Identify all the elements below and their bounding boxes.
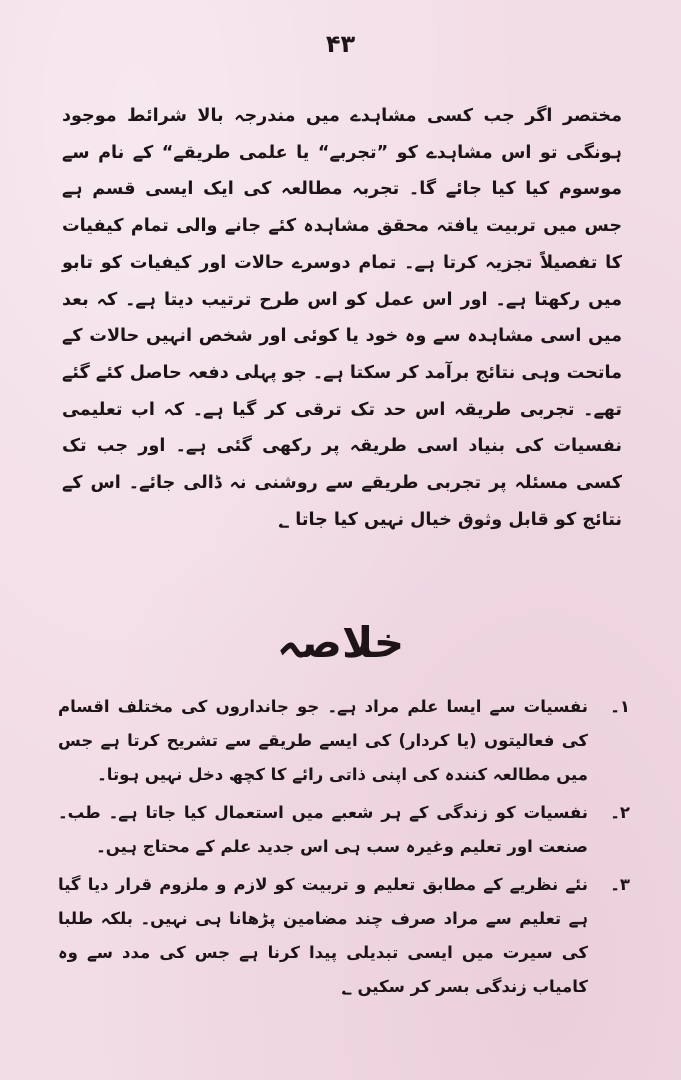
body-paragraph: مختصر اگر جب کسی مشاہدے میں مندرجہ بالا شرائط موجود ہونگی تو اس مشاہدے کو ”تجربے“ یا علمی طریقے“ کے نام سے موسوم کیا کیا جائے گا۔ تجربہ مطالعہ کی ایک ایسی قسم ہے جس میں تربیت یافتہ محقق مشاہدہ کئے جانے والی تمام کیفیات کا تفصیلاً تجزیہ کرتا ہے۔ تمام دوسرے حالات اور کیفیات کو تابو میں رکھتا ہے۔ اور اس عمل کو اس طرح ترتیب دیتا ہے۔ کہ بعد میں اسی مشاہدہ سے وہ خود یا کوئی اور شخص انہیں حالات کے ماتحت وہی نتائج برآمد کر سکتا ہے۔ جو پہلی دفعہ حاصل کئے گئے تھے۔ تجربی طریقہ اس حد تک ترقی کر گیا ہے۔ کہ اب تعلیمی نفسیات کی بنیاد اسی طریقہ پر رکھی گئی ہے۔ اور جب تک کسی مسئلہ پر تجربی طریقے سے روشنی نہ ڈالی جائے۔ اس کے نتائج کو قابل وثوق خیال نہیں کیا جاتا ؂ bbox=[62, 106, 622, 530]
page-number: ۴۳ bbox=[325, 30, 356, 58]
summary-item-number: ۳۔ bbox=[610, 875, 630, 894]
summary-item-text: نفسیات کو زندگی کے ہر شعبے میں استعمال کیا جاتا ہے۔ طب۔ صنعت اور تعلیم وغیرہ سب ہی اس جدید علم کے محتاج ہیں۔ bbox=[58, 803, 588, 856]
summary-item-number: ۲۔ bbox=[610, 803, 630, 822]
summary-item bbox=[58, 796, 630, 864]
summary-item-text: نفسیات سے ایسا علم مراد ہے۔ جو جانداروں کی مختلف اقسام کی فعالیتوں (یا کردار) کی ایسے طریقے سے تشریح کرتا ہے جس میں مطالعہ کنندہ کی اپنی ذاتی رائے کا کچھ دخل نہیں ہوتا۔ bbox=[58, 697, 588, 784]
summary-list bbox=[58, 690, 630, 1008]
summary-item bbox=[58, 690, 630, 792]
summary-item bbox=[58, 868, 630, 1004]
summary-item-text: نئے نظریے کے مطابق تعلیم و تربیت کو لازم و ملزوم قرار دیا گیا ہے تعلیم سے مراد صرف چند مضامین پڑھانا ہی نہیں۔ بلکہ طلبا کی سیرت میں ایسی تبدیلی پیدا کرنا ہے جس کی مدد سے وہ کامیاب زندگی بسر کر سکیں ؂ bbox=[58, 875, 588, 996]
summary-item-number: ۱۔ bbox=[610, 697, 630, 716]
summary-heading: خلاصہ bbox=[276, 618, 405, 667]
